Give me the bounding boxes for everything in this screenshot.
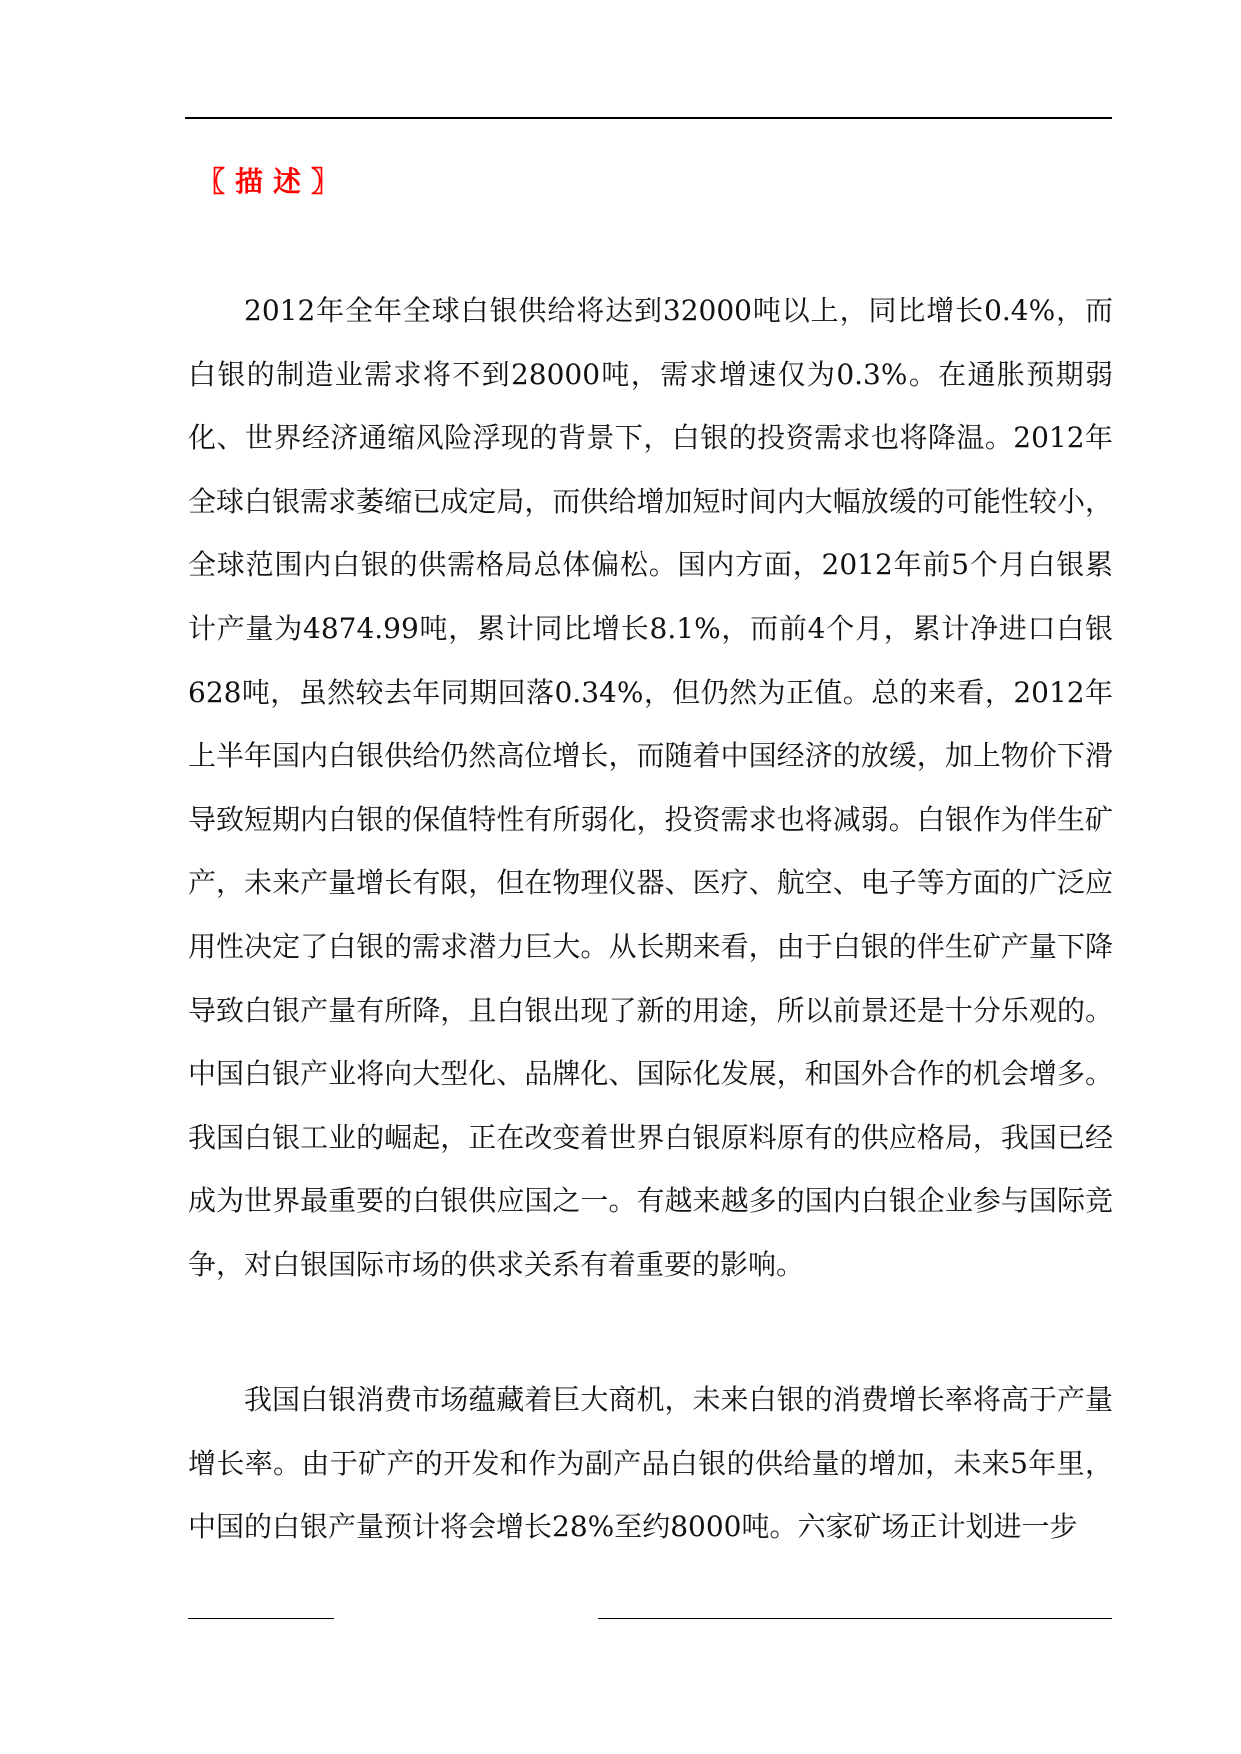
body-paragraph: 2012年全年全球白银供给将达到32000吨以上，同比增长0.4%，而白银的制造业需求将不到28000吨，需求增速仅为0.3%。在通胀预期弱化、世界经济通缩风险浮现的背景下，白银的投资需求也将降温。2012年全球白银需求萎缩已成定局，而供给增加短时间内大幅放缓的可能性较小，全球范围内白银的供需格局总体偏松。国内方面，2012年前5个月白银累计产量为4874.99吨，累计同比增长8.1%，而前4个月，累计净进口白银628吨，虽然较去年同期回落0.34%，但仍然为正值。总的来看，2012年上半年国内白银供给仍然高位增长，而随着中国经济的放缓，加上物价下滑导致短期内白银的保值特性有所弱化，投资需求也将减弱。白银作为伴生矿产，未来产量增长有限，但在物理仪器、医疗、航空、电子等方面的广泛应用性决定了白银的需求潜力巨大。从长期来看，由于白银的伴生矿产量下降导致白银产量有所降，且白银出现了新的用途，所以前景还是十分乐观的。中国白银产业将向大型化、品牌化、国际化发展，和国外合作的机会增多。我国白银工业的崛起，正在改变着世界白银原料原有的供应格局，我国已经成为世界最重要的白银供应国之一。有越来越多的国内白银企业参与国际竞争，对白银国际市场的供求关系有着重要的影响。: [188, 294, 1113, 1281]
header-rule: [185, 117, 1112, 119]
footer-rule: [943, 1618, 1112, 1619]
footer-rule: [188, 1618, 334, 1619]
body-paragraph: 我国白银消费市场蕴藏着巨大商机，未来白银的消费增长率将高于产量增长率。由于矿产的开发和作为副产品白银的供给量的增加，未来5年里，中国的白银产量预计将会增长28%至约8000吨。六家矿场正计划进一步: [188, 1383, 1113, 1544]
section-heading: 〖描述〗: [197, 165, 350, 198]
footer-rule: [598, 1618, 943, 1619]
